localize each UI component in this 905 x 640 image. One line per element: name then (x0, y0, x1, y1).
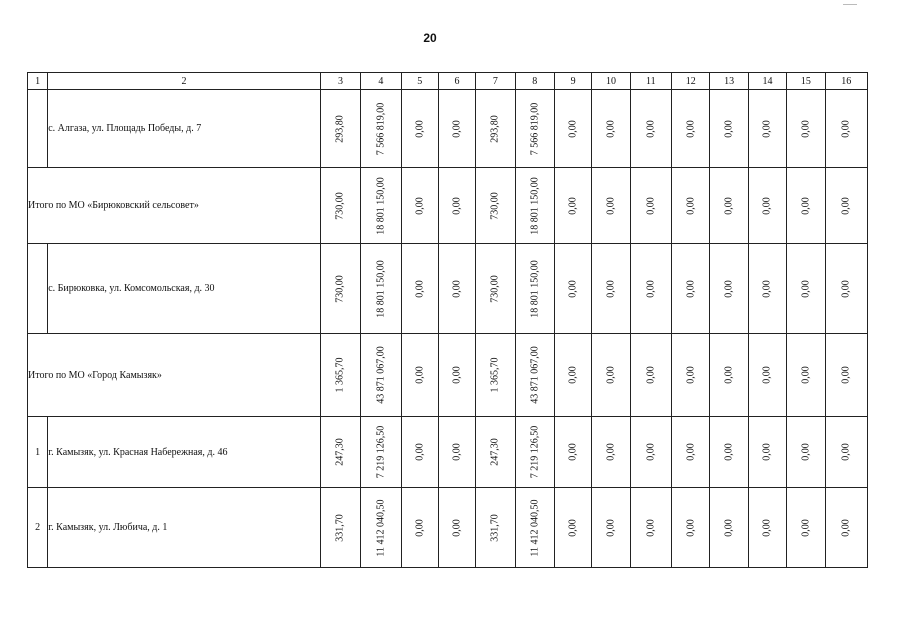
value-text: 7 566 819,00 (529, 102, 541, 155)
column-header: 9 (554, 73, 591, 90)
value-cell (438, 90, 475, 168)
corner-mark (843, 4, 857, 5)
value-text: 0,00 (723, 518, 735, 537)
value-text: 0,00 (414, 279, 426, 298)
value-cell (710, 168, 748, 244)
value-text: 0,00 (723, 119, 735, 138)
value-text: 0,00 (414, 196, 426, 215)
table-row (28, 417, 868, 488)
value-text: 11 412 040,50 (529, 498, 541, 557)
value-cell (710, 90, 748, 168)
value-text: 0,00 (723, 279, 735, 298)
value-text: 730,00 (489, 274, 501, 303)
value-cell (476, 334, 515, 417)
value-cell (787, 334, 825, 417)
value-text: 0,00 (451, 196, 463, 215)
value-text: 0,00 (645, 279, 657, 298)
value-cell (515, 417, 554, 488)
value-text: 0,00 (840, 119, 852, 138)
total-row (28, 334, 868, 417)
value-cell (592, 334, 630, 417)
value-text: 0,00 (761, 279, 773, 298)
value-cell (320, 244, 360, 334)
value-cell (438, 168, 475, 244)
column-header: 4 (361, 73, 401, 90)
value-text: 331,70 (334, 513, 346, 542)
table-body (28, 73, 868, 568)
value-cell (554, 168, 591, 244)
total-label: Итого по МО «Город Камызяк» (28, 334, 321, 417)
value-text: 0,00 (685, 366, 697, 384)
value-text: 0,00 (451, 366, 463, 384)
value-text: 0,00 (605, 279, 617, 298)
value-cell (825, 334, 868, 417)
row-number: 2 (28, 488, 48, 568)
value-cell (438, 488, 475, 568)
value-text: 0,00 (414, 443, 426, 461)
value-cell (630, 90, 671, 168)
value-cell (630, 488, 671, 568)
value-cell (361, 244, 401, 334)
value-cell (438, 334, 475, 417)
column-header: 6 (438, 73, 475, 90)
value-text: 0,00 (840, 196, 852, 215)
value-cell (515, 244, 554, 334)
value-text: 293,80 (489, 114, 501, 143)
value-cell (672, 488, 710, 568)
value-text: 0,00 (451, 443, 463, 461)
value-cell (554, 90, 591, 168)
column-header: 10 (592, 73, 630, 90)
value-text: 0,00 (645, 196, 657, 215)
value-cell (476, 488, 515, 568)
column-header: 11 (630, 73, 671, 90)
column-header: 7 (476, 73, 515, 90)
value-text: 0,00 (723, 196, 735, 215)
value-cell (361, 90, 401, 168)
address-cell: г. Камызяк, ул. Красная Набережная, д. 46 (48, 417, 321, 488)
value-text: 0,00 (800, 196, 812, 215)
table-row (28, 488, 868, 568)
value-cell (592, 488, 630, 568)
value-text: 0,00 (685, 443, 697, 461)
value-text: 0,00 (414, 518, 426, 537)
column-header: 8 (515, 73, 554, 90)
value-text: 18 801 150,00 (375, 259, 387, 318)
value-cell (710, 334, 748, 417)
value-cell (515, 488, 554, 568)
value-text: 0,00 (451, 279, 463, 298)
value-text: 0,00 (567, 196, 579, 215)
value-cell (787, 417, 825, 488)
value-cell (320, 334, 360, 417)
value-text: 730,00 (334, 191, 346, 220)
value-cell (320, 488, 360, 568)
column-header: 12 (672, 73, 710, 90)
value-text: 43 871 067,00 (375, 346, 387, 404)
value-cell (825, 244, 868, 334)
value-text: 730,00 (489, 191, 501, 220)
value-text: 0,00 (567, 366, 579, 384)
column-header: 13 (710, 73, 748, 90)
value-cell (710, 417, 748, 488)
value-cell (672, 334, 710, 417)
value-cell (320, 168, 360, 244)
value-text: 0,00 (761, 366, 773, 384)
value-text: 18 801 150,00 (529, 176, 541, 235)
value-text: 11 412 040,50 (375, 498, 387, 557)
value-text: 0,00 (800, 366, 812, 384)
value-cell (672, 417, 710, 488)
value-text: 0,00 (605, 443, 617, 461)
value-text: 0,00 (605, 518, 617, 537)
value-text: 0,00 (761, 196, 773, 215)
value-cell (401, 417, 438, 488)
value-text: 331,70 (489, 513, 501, 542)
value-text: 0,00 (414, 119, 426, 138)
value-text: 247,30 (489, 438, 501, 466)
value-text: 0,00 (761, 119, 773, 138)
value-cell (748, 488, 786, 568)
value-cell (401, 244, 438, 334)
column-header: 15 (787, 73, 825, 90)
value-text: 0,00 (723, 443, 735, 461)
row-number (28, 90, 48, 168)
value-cell (320, 417, 360, 488)
value-text: 0,00 (567, 279, 579, 298)
value-cell (825, 417, 868, 488)
value-cell (748, 417, 786, 488)
row-number (28, 244, 48, 334)
value-cell (554, 334, 591, 417)
value-text: 0,00 (840, 279, 852, 298)
value-text: 0,00 (567, 443, 579, 461)
value-cell (825, 90, 868, 168)
value-cell (825, 488, 868, 568)
value-cell (592, 90, 630, 168)
value-text: 0,00 (800, 443, 812, 461)
value-cell (554, 244, 591, 334)
table-row (28, 244, 868, 334)
value-cell (361, 417, 401, 488)
header-row (28, 73, 868, 90)
value-text: 0,00 (800, 518, 812, 537)
value-text: 0,00 (761, 443, 773, 461)
value-cell (476, 90, 515, 168)
value-text: 0,00 (605, 196, 617, 215)
row-number: 1 (28, 417, 48, 488)
value-text: 0,00 (605, 119, 617, 138)
value-text: 0,00 (685, 279, 697, 298)
value-cell (825, 168, 868, 244)
value-cell (515, 168, 554, 244)
address-cell: с. Бирюковка, ул. Комсомольская, д. 30 (48, 244, 321, 334)
value-text: 43 871 067,00 (529, 346, 541, 404)
value-text: 7 219 126,50 (375, 425, 387, 479)
value-text: 0,00 (685, 119, 697, 138)
value-cell (476, 168, 515, 244)
value-text: 0,00 (685, 518, 697, 537)
value-cell (630, 168, 671, 244)
value-text: 0,00 (567, 119, 579, 138)
value-cell (630, 417, 671, 488)
value-cell (438, 244, 475, 334)
value-cell (361, 488, 401, 568)
value-text: 730,00 (334, 274, 346, 303)
value-cell (401, 334, 438, 417)
total-label: Итого по МО «Бирюковский сельсовет» (28, 168, 321, 244)
value-text: 0,00 (645, 119, 657, 138)
value-text: 7 219 126,50 (529, 425, 541, 479)
value-text: 0,00 (567, 518, 579, 537)
data-table (27, 72, 868, 568)
value-text: 7 566 819,00 (375, 102, 387, 155)
value-cell (592, 417, 630, 488)
value-cell (630, 244, 671, 334)
column-header: 14 (748, 73, 786, 90)
value-cell (748, 168, 786, 244)
value-cell (515, 90, 554, 168)
value-cell (672, 244, 710, 334)
value-cell (630, 334, 671, 417)
value-text: 0,00 (840, 443, 852, 461)
value-cell (592, 244, 630, 334)
value-cell (515, 334, 554, 417)
value-cell (476, 417, 515, 488)
value-text: 0,00 (605, 366, 617, 384)
column-header: 16 (825, 73, 868, 90)
column-header: 5 (401, 73, 438, 90)
value-cell (672, 168, 710, 244)
value-cell (748, 244, 786, 334)
total-row (28, 168, 868, 244)
value-cell (361, 168, 401, 244)
page-number: 20 (423, 31, 437, 45)
value-text: 247,30 (334, 438, 346, 466)
value-text: 0,00 (761, 518, 773, 537)
value-text: 0,00 (414, 366, 426, 384)
column-header: 3 (320, 73, 360, 90)
column-header: 1 (28, 73, 48, 90)
value-cell (320, 90, 360, 168)
value-cell (401, 168, 438, 244)
value-text: 0,00 (645, 443, 657, 461)
value-cell (672, 90, 710, 168)
value-cell (401, 90, 438, 168)
table-row (28, 90, 868, 168)
value-cell (710, 488, 748, 568)
value-cell (748, 90, 786, 168)
value-text: 18 801 150,00 (529, 259, 541, 318)
value-cell (476, 244, 515, 334)
value-text: 0,00 (645, 366, 657, 384)
value-cell (401, 488, 438, 568)
value-text: 0,00 (800, 279, 812, 298)
value-text: 1 365,70 (489, 357, 501, 393)
value-text: 0,00 (723, 366, 735, 384)
address-cell: г. Камызяк, ул. Любича, д. 1 (48, 488, 321, 568)
value-cell (554, 488, 591, 568)
value-cell (787, 168, 825, 244)
value-cell (787, 90, 825, 168)
value-cell (554, 417, 591, 488)
value-cell (787, 488, 825, 568)
value-text: 0,00 (451, 518, 463, 537)
value-text: 1 365,70 (334, 357, 346, 393)
value-text: 0,00 (451, 119, 463, 138)
value-text: 0,00 (685, 196, 697, 215)
value-text: 293,80 (334, 114, 346, 143)
value-cell (710, 244, 748, 334)
value-text: 18 801 150,00 (375, 176, 387, 235)
value-text: 0,00 (800, 119, 812, 138)
address-cell: с. Алгаза, ул. Площадь Победы, д. 7 (48, 90, 321, 168)
value-text: 0,00 (840, 366, 852, 384)
value-cell (787, 244, 825, 334)
value-cell (748, 334, 786, 417)
value-text: 0,00 (840, 518, 852, 537)
column-header: 2 (48, 73, 321, 90)
value-text: 0,00 (645, 518, 657, 537)
value-cell (592, 168, 630, 244)
value-cell (361, 334, 401, 417)
value-cell (438, 417, 475, 488)
